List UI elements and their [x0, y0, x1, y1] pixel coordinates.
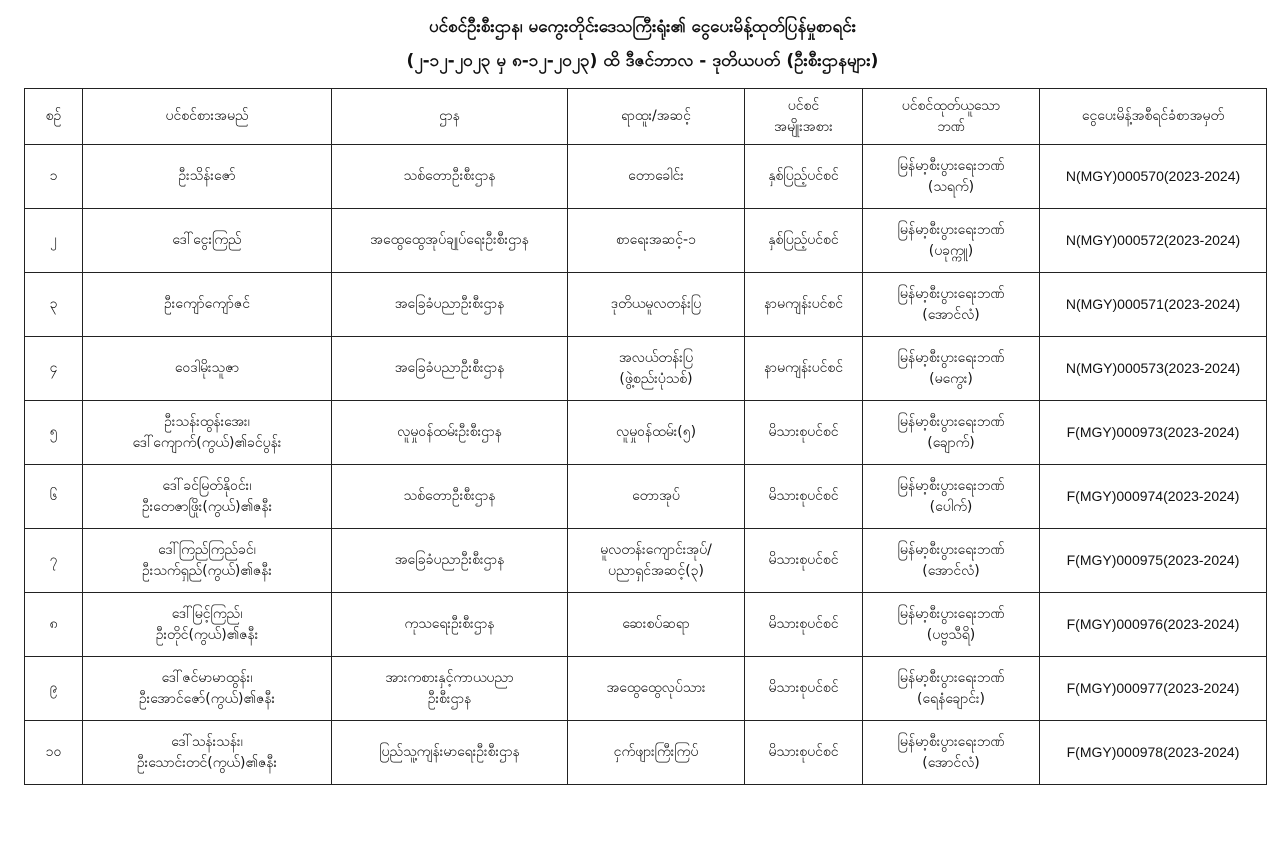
cell-order-number — [1040, 209, 1267, 273]
cell-serial — [25, 145, 83, 209]
cell-pension-type-text: မိသားစုပင်စင် — [768, 680, 839, 696]
cell-rank-text: စာရေးအဆင့်-၁ — [616, 232, 696, 248]
cell-department — [332, 209, 568, 273]
header-label: ဌာန — [439, 108, 460, 124]
cell-bank-text: မြန်မာ့စီးပွားရေးဘဏ် — [897, 605, 1005, 622]
cell-pensioner-name-text: ဒေါ်ခင်မြတ်နိုဝင်း၊ — [162, 477, 252, 494]
cell-order-number — [1040, 657, 1267, 721]
cell-bank-text: မြန်မာ့စီးပွားရေးဘဏ် — [897, 157, 1005, 174]
table-body — [25, 145, 1267, 785]
cell-department-text: အားကစားနှင့်ကာယပညာ — [385, 669, 514, 686]
cell-department-text: လူမှုဝန်ထမ်းဦးစီးဌာန — [397, 424, 502, 440]
cell-order-number — [1040, 593, 1267, 657]
cell-pensioner-name-text: ဦးအောင်ဇော်(ကွယ်)၏ဇနီး — [138, 690, 276, 707]
cell-rank-text: ဒုတိယမူလတန်းပြ — [610, 296, 702, 312]
cell-pensioner-name — [83, 529, 332, 593]
cell-pensioner-name-text: ဦးသိန်းဇော် — [178, 168, 236, 184]
cell-order-number — [1040, 337, 1267, 401]
cell-pensioner-name-text: ဦးသန်းထွန်းအေး၊ — [164, 413, 250, 430]
cell-department-text: သစ်တောဦးစီးဌာန — [403, 168, 496, 184]
header-label: ရာထူး/အဆင့် — [621, 108, 691, 124]
header-order-number — [1040, 89, 1267, 145]
cell-pensioner-name — [83, 145, 332, 209]
cell-order-number-text: N(MGY)000571(2023-2024) — [1065, 296, 1241, 312]
cell-serial — [25, 337, 83, 401]
cell-department — [332, 273, 568, 337]
cell-pensioner-name — [83, 337, 332, 401]
cell-order-number — [1040, 721, 1267, 785]
document-title: ပင်စင်ဦးစီးဌာန၊ မကွေးတိုင်းဒေသကြီးရုံး၏ ငွေပေးမိန့်ထုတ်ပြန်မှုစာရင်း — [428, 17, 857, 37]
table-row — [25, 657, 1267, 721]
cell-rank-text: ငှက်ဖျားကြီးကြပ် — [613, 744, 699, 760]
cell-order-number — [1040, 145, 1267, 209]
header-label: ပင်စင်စားအမည် — [165, 108, 249, 124]
header-department — [332, 89, 568, 145]
cell-serial — [25, 465, 83, 529]
cell-bank — [863, 145, 1040, 209]
cell-bank-text: မြန်မာ့စီးပွားရေးဘဏ် — [897, 669, 1005, 686]
cell-rank — [568, 209, 745, 273]
cell-serial-text: ၅ — [49, 424, 58, 440]
cell-pension-type — [745, 593, 863, 657]
cell-rank-text: (ဖွဲ့စည်းပုံသစ်) — [619, 370, 693, 387]
cell-bank-text: (ပဗ္ဗသီရိ) — [926, 626, 976, 643]
cell-order-number — [1040, 529, 1267, 593]
cell-order-number-text: F(MGY)000973(2023-2024) — [1066, 424, 1240, 440]
cell-pensioner-name — [83, 273, 332, 337]
cell-rank-text: မူလတန်းကျောင်းအုပ်/ — [600, 541, 712, 558]
header-label: ပင်စင်ထုတ်ယူသော — [901, 97, 1001, 114]
cell-pension-type — [745, 657, 863, 721]
cell-order-number-text: F(MGY)000977(2023-2024) — [1066, 680, 1240, 696]
cell-pension-type — [745, 721, 863, 785]
cell-order-number — [1040, 273, 1267, 337]
cell-bank-text: (မကွေး) — [929, 370, 973, 387]
cell-serial-text: ၄ — [49, 360, 58, 376]
cell-department-text: အခြေခံပညာဦးစီးဌာန — [394, 360, 505, 376]
pension-order-table — [24, 88, 1267, 785]
cell-pensioner-name-text: ဝေဒါမိုးသူဇာ — [174, 360, 240, 376]
cell-pension-type-text: နှစ်ပြည့်ပင်စင် — [768, 168, 839, 184]
cell-pension-type — [745, 401, 863, 465]
cell-pension-type-text: နာမကျန်းပင်စင် — [763, 296, 844, 312]
header-rank — [568, 89, 745, 145]
cell-pension-type-text: မိသားစုပင်စင် — [768, 488, 839, 504]
cell-pensioner-name-text: ဦးတေဇာဖြိုး(ကွယ်)၏ဇနီး — [141, 498, 273, 515]
cell-rank — [568, 529, 745, 593]
cell-pensioner-name — [83, 593, 332, 657]
cell-serial — [25, 529, 83, 593]
cell-bank-text: (အောင်လံ) — [922, 754, 980, 771]
cell-serial-text: ၂ — [50, 232, 57, 248]
cell-pension-type — [745, 209, 863, 273]
cell-department — [332, 721, 568, 785]
cell-pension-type-text: နှစ်ပြည့်ပင်စင် — [768, 232, 839, 248]
cell-bank — [863, 529, 1040, 593]
cell-rank-text: ပညာရှင်အဆင့်(၃) — [607, 562, 705, 579]
table-row — [25, 337, 1267, 401]
cell-serial-text: ၇ — [49, 552, 58, 568]
cell-bank — [863, 401, 1040, 465]
cell-order-number — [1040, 401, 1267, 465]
cell-pensioner-name-text: ဒေါ်မြင့်ကြည်၊ — [171, 605, 243, 622]
cell-pension-type — [745, 529, 863, 593]
cell-rank-text: အထွေထွေလုပ်သား — [606, 680, 706, 696]
cell-bank-text: (ရေနံချောင်း) — [916, 690, 986, 707]
document-subtitle: (၂-၁၂-၂၀၂၃ မှ ၈-၁၂-၂၀၂၃) ထိ ဒီဇင်ဘာလ - ဒုတိယပတ် (ဦးစီးဌာနများ) — [406, 51, 879, 71]
cell-pensioner-name — [83, 401, 332, 465]
cell-serial-text: ၁၀ — [45, 744, 62, 760]
cell-department — [332, 593, 568, 657]
table-row — [25, 593, 1267, 657]
cell-pension-type-text: မိသားစုပင်စင် — [768, 424, 839, 440]
cell-pensioner-name-text: ဒေါ်ကျောက်(ကွယ်)၏ခင်ပွန်း — [132, 434, 282, 451]
cell-serial-text: ၃ — [49, 296, 58, 312]
cell-serial — [25, 593, 83, 657]
header-pensioner-name — [83, 89, 332, 145]
cell-department — [332, 529, 568, 593]
cell-serial-text: ၆ — [49, 488, 58, 504]
cell-pensioner-name-text: ဦးတိုင်(ကွယ်)၏ဇနီး — [155, 626, 259, 643]
header-pension-type — [745, 89, 863, 145]
header-bank — [863, 89, 1040, 145]
cell-rank — [568, 337, 745, 401]
cell-department — [332, 145, 568, 209]
cell-rank-text: ဆေးစပ်ဆရာ — [622, 616, 690, 632]
cell-bank-text: (ချောက်) — [927, 434, 975, 451]
cell-bank-text: (သရက်) — [927, 178, 975, 195]
header-label: စဉ် — [45, 108, 62, 124]
cell-rank — [568, 657, 745, 721]
cell-bank-text: (ပေါက်) — [929, 498, 973, 515]
cell-bank — [863, 465, 1040, 529]
cell-department — [332, 401, 568, 465]
cell-order-number — [1040, 465, 1267, 529]
cell-department — [332, 657, 568, 721]
table-row — [25, 529, 1267, 593]
cell-pension-type — [745, 145, 863, 209]
table-row — [25, 721, 1267, 785]
header-label: ဘဏ် — [937, 118, 965, 135]
cell-bank-text: မြန်မာ့စီးပွားရေးဘဏ် — [897, 221, 1005, 238]
cell-serial — [25, 721, 83, 785]
cell-bank-text: မြန်မာ့စီးပွားရေးဘဏ် — [897, 541, 1005, 558]
table-row — [25, 209, 1267, 273]
cell-bank — [863, 593, 1040, 657]
cell-bank-text: မြန်မာ့စီးပွားရေးဘဏ် — [897, 477, 1005, 494]
cell-order-number-text: N(MGY)000573(2023-2024) — [1065, 360, 1241, 376]
cell-department — [332, 337, 568, 401]
cell-serial — [25, 401, 83, 465]
cell-order-number-text: N(MGY)000572(2023-2024) — [1065, 232, 1241, 248]
cell-serial — [25, 209, 83, 273]
cell-department-text: ဦးစီးဌာန — [427, 690, 472, 707]
cell-pensioner-name — [83, 721, 332, 785]
cell-bank-text: မြန်မာ့စီးပွားရေးဘဏ် — [897, 285, 1005, 302]
cell-bank — [863, 657, 1040, 721]
cell-bank-text: မြန်မာ့စီးပွားရေးဘဏ် — [897, 349, 1005, 366]
cell-pensioner-name-text: ဦးသောင်းတင်(ကွယ်)၏ဇနီး — [136, 754, 278, 771]
cell-department-text: အထွေထွေအုပ်ချုပ်ရေးဦးစီးဌာန — [370, 232, 529, 248]
cell-rank — [568, 145, 745, 209]
cell-bank — [863, 209, 1040, 273]
cell-order-number-text: F(MGY)000976(2023-2024) — [1066, 616, 1240, 632]
table-row — [25, 401, 1267, 465]
cell-bank-text: (အောင်လံ) — [922, 562, 980, 579]
cell-rank — [568, 401, 745, 465]
cell-order-number-text: F(MGY)000974(2023-2024) — [1066, 488, 1240, 504]
cell-serial — [25, 273, 83, 337]
table-row — [25, 145, 1267, 209]
cell-pension-type-text: မိသားစုပင်စင် — [768, 744, 839, 760]
cell-rank — [568, 593, 745, 657]
cell-pensioner-name-text: ဦးကျော်ကျော်ဇင် — [164, 296, 250, 312]
cell-bank-text: (အောင်လံ) — [922, 306, 980, 323]
cell-rank-text: အလယ်တန်းပြ — [618, 349, 694, 366]
cell-pension-type — [745, 273, 863, 337]
cell-department-text: အခြေခံပညာဦးစီးဌာန — [394, 296, 505, 312]
cell-order-number-text: N(MGY)000570(2023-2024) — [1065, 168, 1241, 184]
cell-order-number-text: F(MGY)000978(2023-2024) — [1066, 744, 1240, 760]
cell-bank — [863, 721, 1040, 785]
cell-department-text: ကုသရေးဦးစီးဌာန — [404, 616, 495, 632]
cell-pensioner-name-text: ဦးသက်ရှည်(ကွယ်)၏ဇနီး — [142, 562, 272, 579]
table-header-row — [25, 89, 1267, 145]
cell-serial — [25, 657, 83, 721]
cell-serial-text: ၁ — [49, 168, 58, 184]
cell-bank — [863, 337, 1040, 401]
cell-pensioner-name-text: ဒေါ်ကြည်ကြည်ခင်၊ — [158, 541, 256, 558]
cell-pension-type-text: မိသားစုပင်စင် — [768, 616, 839, 632]
cell-pensioner-name-text: ဒေါ်ဇင်မာမာထွန်း၊ — [161, 669, 253, 686]
cell-bank — [863, 273, 1040, 337]
cell-bank-text: မြန်မာ့စီးပွားရေးဘဏ် — [897, 733, 1005, 750]
cell-rank — [568, 273, 745, 337]
cell-pensioner-name-text: ဒေါ်သန်းသန်း၊ — [171, 733, 243, 750]
cell-bank-text: မြန်မာ့စီးပွားရေးဘဏ် — [897, 413, 1005, 430]
cell-rank-text: တောအုပ် — [632, 488, 680, 504]
cell-rank — [568, 465, 745, 529]
table-row — [25, 273, 1267, 337]
cell-pensioner-name — [83, 657, 332, 721]
cell-department — [332, 465, 568, 529]
table-row — [25, 465, 1267, 529]
cell-pension-type-text: နာမကျန်းပင်စင် — [763, 360, 844, 376]
cell-department-text: သစ်တောဦးစီးဌာန — [403, 488, 496, 504]
cell-bank-text: (ပခုက္ကူ) — [928, 242, 974, 259]
cell-serial-text: ၉ — [49, 680, 58, 696]
header-serial — [25, 89, 83, 145]
cell-pension-type — [745, 465, 863, 529]
header-label: ငွေပေးမိန့်အစီရင်ခံစာအမှတ် — [1081, 108, 1225, 124]
cell-rank-text: တောခေါင်း — [628, 168, 684, 184]
cell-department-text: ပြည်သူ့ကျန်းမာရေးဦးစီးဌာန — [379, 744, 520, 760]
cell-pensioner-name-text: ဒေါ်ငွေးကြည် — [172, 232, 242, 248]
cell-rank-text: လူမှုဝန်ထမ်း(၅) — [615, 424, 697, 440]
cell-order-number-text: F(MGY)000975(2023-2024) — [1066, 552, 1240, 568]
cell-pension-type-text: မိသားစုပင်စင် — [768, 552, 839, 568]
header-label: ပင်စင် — [787, 97, 820, 114]
cell-rank — [568, 721, 745, 785]
cell-pensioner-name — [83, 209, 332, 273]
header-label: အမျိုးအစား — [774, 118, 833, 135]
cell-serial-text: ၈ — [49, 616, 58, 632]
cell-pensioner-name — [83, 465, 332, 529]
cell-pension-type — [745, 337, 863, 401]
cell-department-text: အခြေခံပညာဦးစီးဌာန — [394, 552, 505, 568]
